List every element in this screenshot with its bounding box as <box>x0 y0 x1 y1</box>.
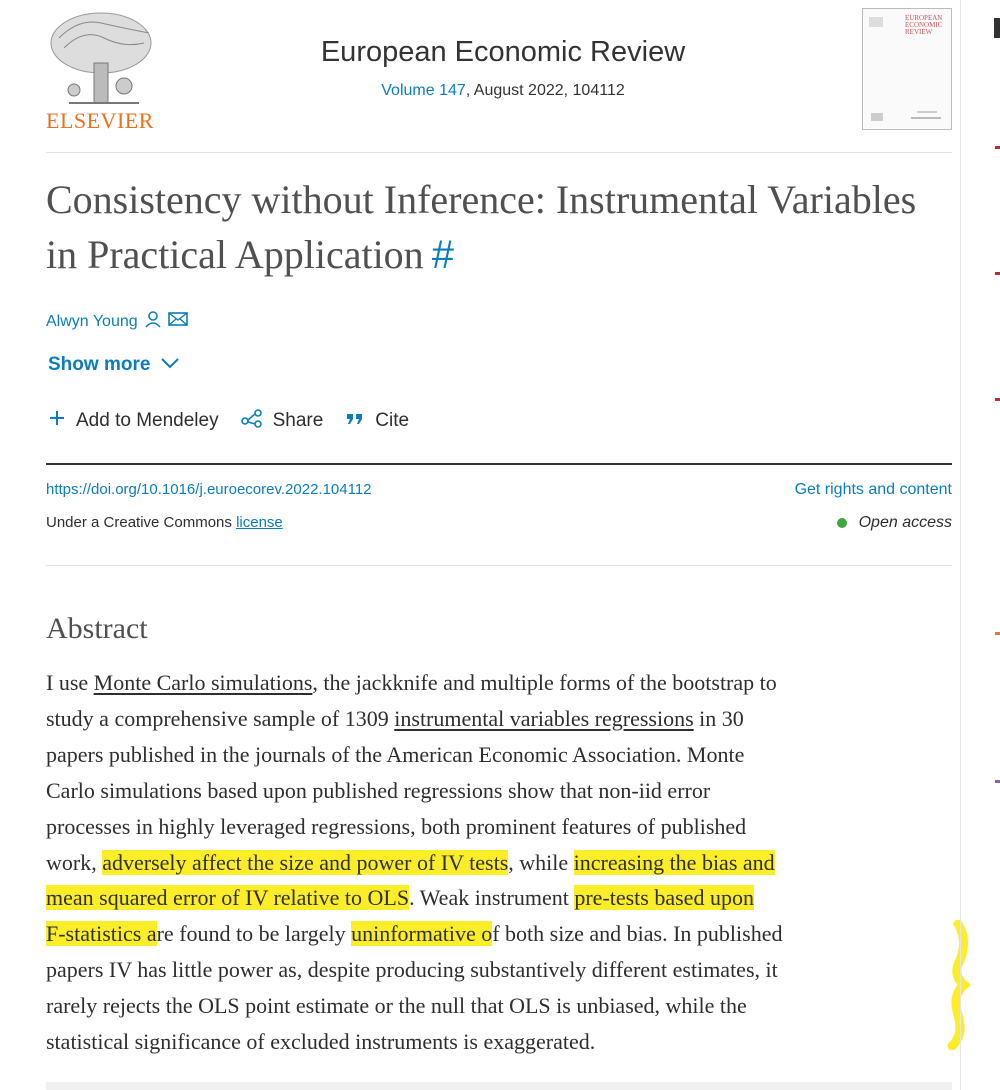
highlight: increasing the bias and <box>573 849 775 875</box>
publisher-wordmark: ELSEVIER <box>46 108 154 133</box>
abstract-line: mean squared error of IV relative to OLS. Weak instrument pre-tests based upon <box>46 885 754 911</box>
highlight: mean squared error of IV relative to OLS <box>46 885 410 911</box>
cite-button[interactable] <box>345 410 409 432</box>
article-title-text: Consistency without Inference: Instrumental Variables in Practical Application <box>46 177 917 277</box>
chevron-down-icon <box>160 354 180 376</box>
show-more-label: Show more <box>48 354 151 375</box>
license-link[interactable]: license <box>236 514 283 531</box>
abstract-line: Carlo simulations based upon published regressions show that non-iid error <box>46 777 711 803</box>
divider <box>46 463 952 465</box>
sidebar-fragment <box>995 146 1000 149</box>
mendeley-label: Add to Mendeley <box>76 410 219 431</box>
monte-carlo-link[interactable]: Monte Carlo simulations <box>93 670 313 695</box>
abstract-line: rarely rejects the OLS point estimate or the null that OLS is unbiased, while the <box>46 993 747 1019</box>
share-label: Share <box>272 410 324 431</box>
marker-brace-annotation <box>938 920 974 1050</box>
add-to-mendeley-button[interactable] <box>48 409 219 433</box>
abstract-line: statistical significance of excluded instruments is exaggerated. <box>46 1029 596 1055</box>
person-icon[interactable] <box>144 310 162 333</box>
journal-title[interactable]: European Economic Review <box>320 36 686 68</box>
open-access-dot-icon <box>837 518 847 528</box>
cover-title: EUROPEAN ECONOMIC REVIEW <box>905 14 943 36</box>
sidebar-fragment <box>994 18 1000 38</box>
sidebar-fragment <box>995 780 1000 783</box>
journal-cover-thumbnail[interactable] <box>862 8 952 130</box>
abstract-line: papers published in the journals of the American Economic Association. Monte <box>46 741 745 767</box>
abstract-heading: Abstract <box>46 612 148 645</box>
sidebar-fragment <box>995 398 1000 401</box>
rights-link[interactable]: Get rights and content <box>794 481 952 498</box>
sidebar-edge <box>960 0 961 1090</box>
sidebar-fragment <box>995 632 1000 635</box>
license-line <box>46 514 283 531</box>
abstract-line: F-statistics are found to be largely uninformative of both size and bias. In published <box>46 921 783 947</box>
volume-link[interactable]: Volume 147 <box>381 82 466 99</box>
share-icon <box>241 408 263 434</box>
cite-label: Cite <box>375 410 410 431</box>
quote-icon <box>345 410 365 432</box>
abstract-line: papers IV has little power as, despite producing substantively different estimates, it <box>46 957 778 983</box>
open-access-badge <box>837 514 952 532</box>
plus-icon <box>48 409 66 433</box>
article-actions <box>48 408 431 434</box>
highlight: pre-tests based upon <box>574 885 754 911</box>
author-name[interactable]: Alwyn Young <box>46 312 138 330</box>
divider <box>46 1082 952 1090</box>
divider <box>46 565 952 566</box>
issue-details: , August 2022, 104112 <box>465 82 625 99</box>
title-note-link[interactable]: # <box>431 233 454 277</box>
iv-regressions-link[interactable]: instrumental variables regressions <box>394 705 694 731</box>
highlight: uninformative o <box>351 921 493 947</box>
abstract-text <box>46 665 956 1060</box>
divider <box>46 152 952 153</box>
article-title <box>46 172 926 283</box>
sidebar-fragment <box>995 272 1000 275</box>
share-button[interactable] <box>241 408 324 434</box>
abstract-line: study a comprehensive sample of 1309 instrumental variables regressions in 30 <box>46 705 744 731</box>
open-access-label: Open access <box>858 514 952 531</box>
show-more-button[interactable] <box>48 354 180 376</box>
highlight: F-statistics a <box>46 921 157 947</box>
envelope-icon[interactable] <box>168 311 188 332</box>
author-line <box>46 310 188 333</box>
license-prefix: Under a Creative Commons <box>46 514 237 531</box>
issue-info <box>0 82 1000 100</box>
abstract-line: I use Monte Carlo simulations, the jackknife and multiple forms of the bootstrap to <box>46 670 777 695</box>
doi-link[interactable]: https://doi.org/10.1016/j.euroecorev.2022.104112 <box>46 481 372 498</box>
abstract-line: work, adversely affect the size and power of IV tests, while increasing the bias and <box>46 849 775 875</box>
abstract-line: processes in highly leveraged regressions, both prominent features of published <box>46 813 747 839</box>
highlight: adversely affect the size and power of IV tests <box>102 849 509 875</box>
